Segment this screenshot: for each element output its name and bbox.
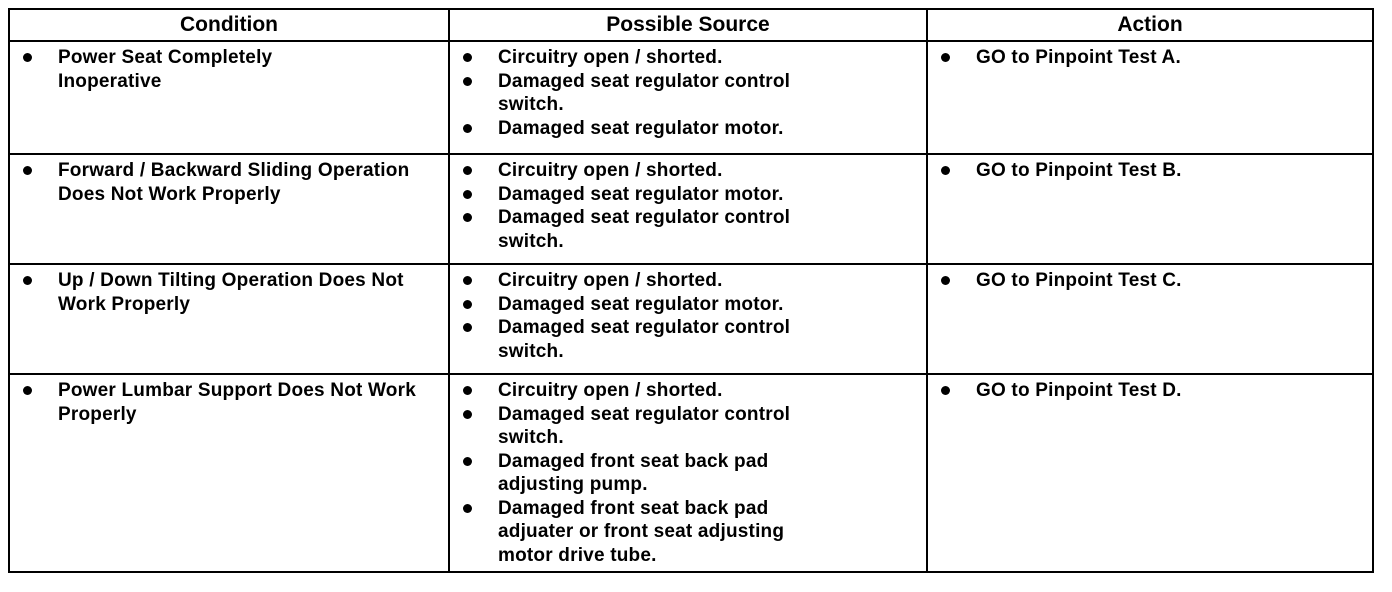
source-cell [449, 374, 927, 572]
source-item [458, 117, 918, 141]
condition-cell [9, 154, 449, 264]
source-text: Circuitry open / shorted. [498, 160, 723, 181]
bullet-icon [23, 53, 32, 62]
bullet-icon [463, 323, 472, 332]
action-item [936, 269, 1364, 293]
source-text: Damaged seat regulator control switch. [498, 317, 791, 362]
action-cell [927, 41, 1373, 154]
action-item [936, 159, 1364, 183]
source-item [458, 293, 918, 317]
source-text: Damaged seat regulator motor. [498, 183, 784, 205]
bullet-icon [941, 166, 950, 175]
condition-item [18, 46, 440, 93]
table-row [9, 154, 1373, 264]
source-cell [449, 41, 927, 154]
action-cell [927, 154, 1373, 264]
source-item [458, 70, 918, 117]
action-item [936, 46, 1364, 70]
action-text: GO to Pinpoint Test A. [976, 47, 1181, 68]
source-text: Damaged seat regulator control switch. [498, 207, 791, 252]
source-item [458, 316, 918, 363]
action-text: GO to Pinpoint Test C. [976, 270, 1182, 291]
bullet-icon [463, 410, 472, 419]
bullet-icon [463, 386, 472, 395]
condition-item [18, 159, 440, 206]
source-item [458, 206, 918, 253]
table-row [9, 374, 1373, 572]
table-header-row [9, 9, 1373, 41]
bullet-icon [463, 166, 472, 175]
source-item [458, 183, 918, 207]
diagnosis-table [8, 8, 1374, 573]
bullet-icon [941, 53, 950, 62]
source-cell [449, 264, 927, 374]
source-cell [449, 154, 927, 264]
source-item [458, 379, 918, 403]
bullet-icon [463, 457, 472, 466]
table-row [9, 41, 1373, 154]
diagnosis-page [8, 8, 1372, 584]
source-item [458, 403, 918, 450]
source-text: Damaged seat regulator control switch. [498, 70, 791, 115]
condition-cell [9, 374, 449, 572]
source-item [458, 159, 918, 183]
bullet-icon [463, 276, 472, 285]
source-text: Damaged front seat back pad adjusting pump. [498, 450, 769, 495]
source-text: Circuitry open / shorted. [498, 270, 723, 291]
source-text: Damaged seat regulator control switch. [498, 403, 791, 448]
bullet-icon [23, 386, 32, 395]
source-item [458, 497, 918, 568]
condition-text: Forward / Backward Sliding Operation Does Not Work Properly [58, 160, 410, 205]
source-text: Damaged front seat back pad adjuater or front seat adjusting motor drive tube. [498, 497, 785, 566]
bullet-icon [463, 300, 472, 309]
action-text: GO to Pinpoint Test B. [976, 160, 1182, 181]
bullet-icon [23, 276, 32, 285]
bullet-icon [941, 276, 950, 285]
condition-cell [9, 264, 449, 374]
bullet-icon [463, 190, 472, 199]
source-text: Damaged seat regulator motor. [498, 117, 784, 139]
header-action: Action [927, 9, 1373, 41]
source-item [458, 46, 918, 70]
source-text: Circuitry open / shorted. [498, 47, 723, 68]
bullet-icon [23, 166, 32, 175]
action-item [936, 379, 1364, 403]
condition-item [18, 269, 440, 316]
bullet-icon [463, 53, 472, 62]
source-item [458, 269, 918, 293]
header-condition: Condition [9, 9, 449, 41]
table-row [9, 264, 1373, 374]
bullet-icon [941, 386, 950, 395]
condition-text: Power Lumbar Support Does Not Work Properly [58, 380, 416, 425]
action-cell [927, 264, 1373, 374]
condition-text: Up / Down Tilting Operation Does Not Work Properly [58, 270, 404, 315]
condition-text: Power Seat Completely Inoperative [58, 47, 273, 92]
condition-cell [9, 41, 449, 154]
bullet-icon [463, 77, 472, 86]
action-text: GO to Pinpoint Test D. [976, 380, 1182, 401]
bullet-icon [463, 213, 472, 222]
source-item [458, 450, 918, 497]
header-possible-source: Possible Source [449, 9, 927, 41]
action-cell [927, 374, 1373, 572]
source-text: Damaged seat regulator motor. [498, 293, 784, 315]
source-text: Circuitry open / shorted. [498, 380, 723, 401]
bullet-icon [463, 124, 472, 133]
bullet-icon [463, 504, 472, 513]
condition-item [18, 379, 440, 426]
